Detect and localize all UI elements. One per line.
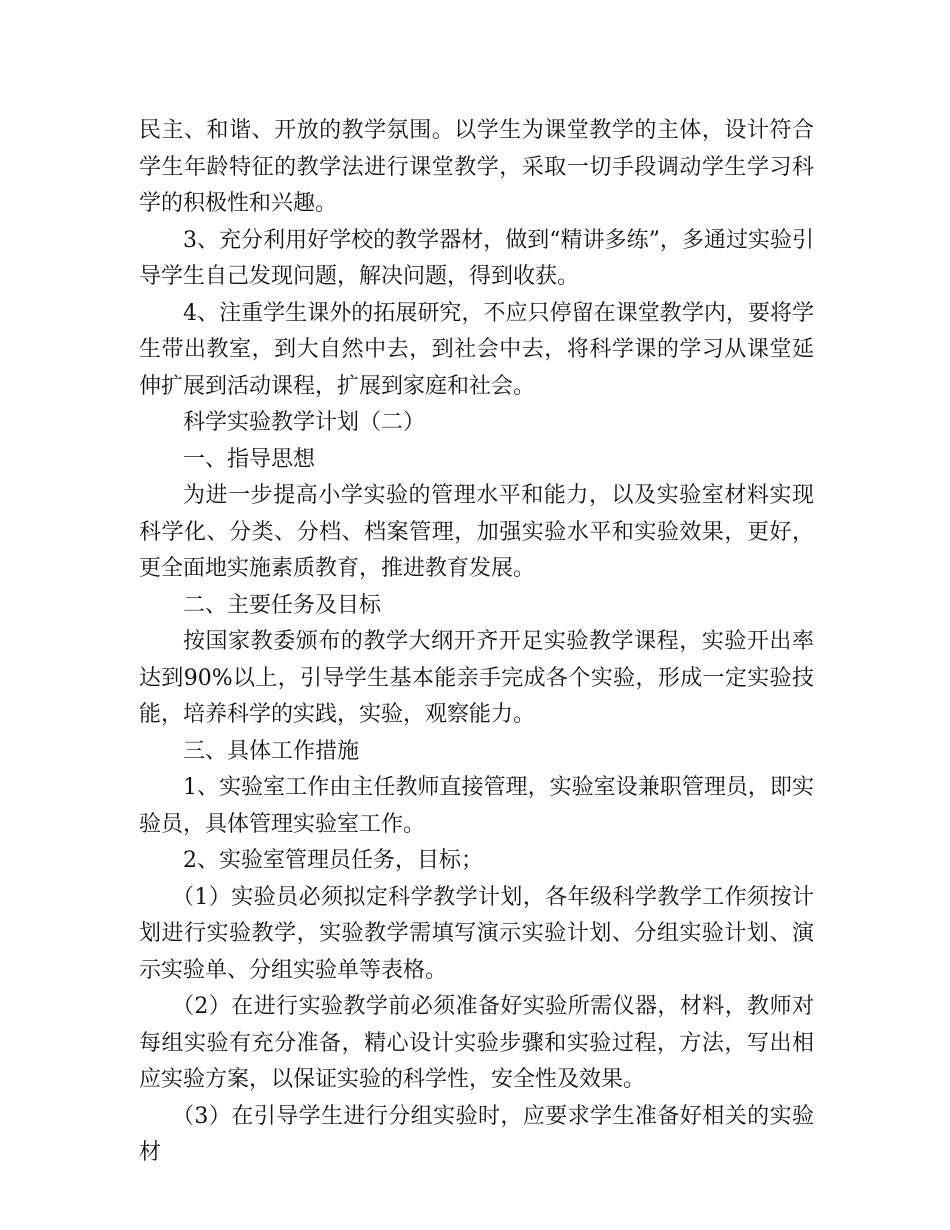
paragraph-guiding-ideology: 为进一步提高小学实验的管理水平和能力，以及实验室材料实现科学化、分类、分档、档案管理，加强实验水平和实验效果，更好，更全面地实施素质教育，推进教育发展。 [139, 483, 814, 581]
paragraph-subitem-1: （1）实验员必须拟定科学教学计划，各年级科学教学工作须按计划进行实验教学，实验教学需填写演示实验计划、分组实验计划、演示实验单、分组实验单等表格。 [139, 884, 814, 983]
paragraph-item-4: 4、注重学生课外的拓展研究，不应只停留在课堂教学内，要将学生带出教室，到大自然中去，到社会中去，将科学课的学习从课堂延伸扩展到活动课程，扩展到家庭和社会。 [139, 300, 814, 399]
paragraph-subitem-2: （2）在进行实验教学前必须准备好实验所需仪器，材料，教师对每组实验有充分准备，精心设计实验步骤和实验过程，方法，写出相应实验方案，以保证实验的科学性，安全性及效果。 [139, 994, 814, 1092]
section-title: 科学实验教学计划（二） [183, 410, 426, 435]
paragraph-continuation: 民主、和谐、开放的教学氛围。以学生为课堂教学的主体，设计符合学生年龄特征的教学法进行课堂教学，采取一切手段调动学生学习科学的积极性和兴趣。 [139, 118, 814, 216]
paragraph-item-3: 3、充分利用好学校的教学器材，做到“精讲多练”，多通过实验引导学生自己发现问题，解决问题，得到收获。 [139, 227, 814, 289]
heading-main-tasks: 二、主要任务及目标 [183, 592, 382, 618]
heading-guiding-ideology: 一、指导思想 [183, 446, 316, 472]
heading-measures: 三、具体工作措施 [183, 738, 360, 764]
paragraph-measure-1: 1、实验室工作由主任教师直接管理，实验室设兼职管理员，即实验员，具体管理实验室工作。 [139, 775, 814, 837]
paragraph-subitem-3: （3）在引导学生进行分组实验时，应要求学生准备好相关的实验材 [139, 1103, 814, 1165]
document-body [139, 113, 814, 1172]
paragraph-main-tasks: 按国家教委颁布的教学大纲开齐开足实验教学课程，实验开出率达到90%以上，引导学生基本能亲手完成各个实验，形成一定实验技能，培养科学的实践，实验，观察能力。 [139, 629, 814, 727]
paragraph-measure-2: 2、实验室管理员任务，目标； [183, 848, 483, 873]
